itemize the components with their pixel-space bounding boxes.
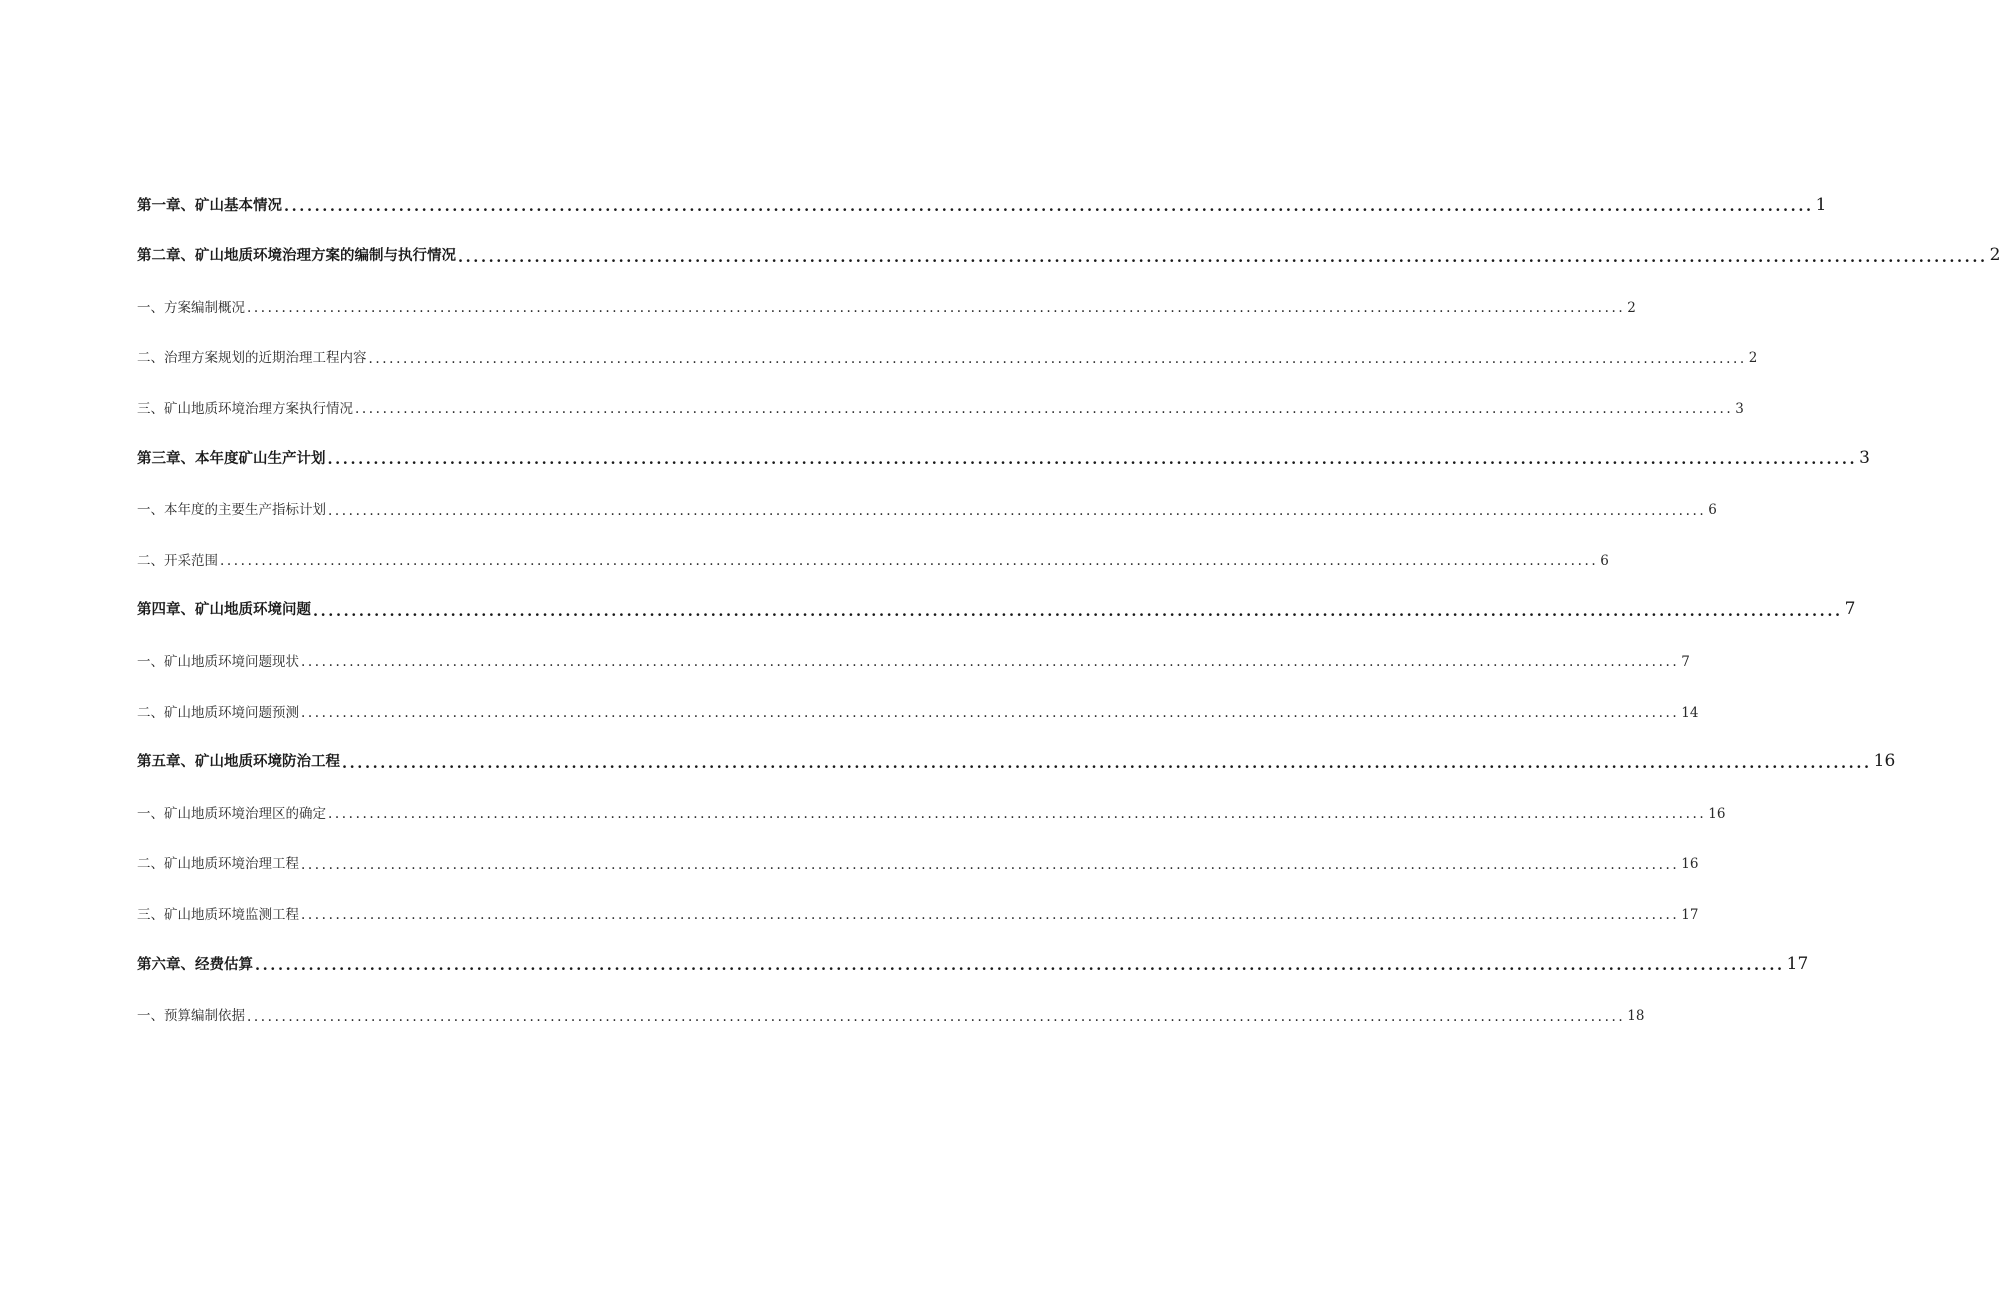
toc-entry-title: 第三章、本年度矿山生产计划 (137, 449, 326, 467)
toc-entry-page: 2 (1989, 245, 2000, 266)
toc-entry-title: 一、本年度的主要生产指标计划 (137, 502, 326, 519)
toc-entry-title: 一、方案编制概况 (137, 299, 245, 316)
toc-entry-page: 2 (1627, 299, 1636, 316)
toc-entry-page: 7 (1844, 599, 1856, 620)
toc-dot-leader: ........................................................................................................................................................................................................ (247, 300, 1626, 317)
toc-entry-section[interactable] (137, 633, 1690, 684)
toc-entry-title: 二、矿山地质环境问题预测 (137, 704, 299, 721)
toc-entry-title: 一、矿山地质环境治理区的确定 (137, 805, 326, 822)
toc-entry-chapter-4[interactable] (137, 583, 1856, 634)
toc-entry-page: 6 (1708, 502, 1717, 519)
toc-dot-leader: ........................................................................................................................................................................................................ (328, 502, 1707, 519)
toc-entry-page: 14 (1681, 704, 1699, 721)
table-of-contents (137, 178, 2000, 1038)
toc-entry-chapter-5[interactable] (137, 735, 1896, 786)
toc-entry-title: 二、开采范围 (137, 552, 218, 569)
toc-entry-section[interactable] (137, 886, 1699, 937)
toc-entry-page: 16 (1708, 805, 1726, 822)
toc-dot-leader: ........................................................................................................................................................................................................ (313, 602, 1843, 620)
toc-entry-section[interactable] (137, 785, 1726, 836)
toc-entry-title: 二、矿山地质环境治理工程 (137, 856, 299, 873)
toc-entry-section[interactable] (137, 482, 1717, 533)
toc-dot-leader: ........................................................................................................................................................................................................ (327, 451, 1858, 469)
toc-dot-leader: ........................................................................................................................................................................................................ (355, 401, 1734, 418)
toc-entry-title: 第一章、矿山基本情况 (137, 196, 282, 214)
toc-entry-page: 3 (1735, 400, 1744, 417)
toc-entry-title: 一、预算编制依据 (137, 1008, 245, 1025)
toc-entry-chapter-2[interactable] (137, 229, 2000, 280)
toc-entry-title: 第四章、矿山地质环境问题 (137, 601, 311, 619)
toc-dot-leader: ........................................................................................................................................................................................................ (255, 957, 1785, 974)
toc-entry-page: 16 (1681, 856, 1699, 873)
toc-entry-section[interactable] (137, 532, 1609, 583)
toc-entry-title: 第五章、矿山地质环境防治工程 (137, 753, 340, 771)
toc-entry-title: 第二章、矿山地质环境治理方案的编制与执行情况 (137, 247, 456, 265)
toc-dot-leader: ........................................................................................................................................................................................................ (328, 806, 1707, 823)
toc-entry-section[interactable] (137, 380, 1744, 431)
toc-entry-section[interactable] (137, 279, 1636, 330)
toc-entry-section[interactable] (137, 684, 1699, 735)
toc-dot-leader: ........................................................................................................................................................................................................ (368, 350, 1747, 367)
toc-entry-section[interactable] (137, 988, 1645, 1039)
toc-entry-title: 第六章、经费估算 (137, 955, 253, 973)
toc-entry-section[interactable] (137, 330, 1758, 381)
toc-entry-page: 2 (1748, 350, 1758, 367)
toc-dot-leader: ........................................................................................................................................................................................................ (342, 754, 1872, 772)
toc-entry-title: 三、矿山地质环境治理方案执行情况 (137, 400, 353, 417)
toc-dot-leader: ........................................................................................................................................................................................................ (220, 553, 1599, 570)
toc-entry-chapter-3[interactable] (137, 431, 1870, 482)
toc-dot-leader: ........................................................................................................................................................................................................ (301, 654, 1680, 671)
toc-entry-chapter-1[interactable] (137, 178, 1827, 229)
toc-entry-section[interactable] (137, 836, 1699, 887)
toc-dot-leader: ........................................................................................................................................................................................................ (284, 198, 1814, 216)
toc-entry-chapter-6[interactable] (137, 937, 1809, 988)
toc-entry-page: 6 (1600, 552, 1609, 569)
toc-entry-title: 一、矿山地质环境问题现状 (137, 653, 299, 670)
toc-dot-leader: ........................................................................................................................................................................................................ (301, 907, 1680, 924)
toc-entry-page: 17 (1786, 953, 1809, 974)
toc-entry-title: 三、矿山地质环境监测工程 (137, 906, 299, 923)
toc-entry-page: 18 (1627, 1008, 1645, 1025)
toc-dot-leader: ........................................................................................................................................................................................................ (458, 248, 1988, 266)
toc-entry-page: 16 (1873, 751, 1896, 772)
toc-dot-leader: ........................................................................................................................................................................................................ (247, 1008, 1626, 1025)
toc-entry-title: 二、治理方案规划的近期治理工程内容 (137, 350, 367, 367)
toc-dot-leader: ........................................................................................................................................................................................................ (301, 856, 1680, 873)
toc-entry-page: 3 (1859, 447, 1870, 468)
toc-entry-page: 17 (1681, 906, 1699, 923)
toc-dot-leader: ........................................................................................................................................................................................................ (301, 705, 1680, 722)
toc-entry-page: 7 (1681, 653, 1690, 670)
toc-entry-page: 1 (1815, 194, 1827, 215)
